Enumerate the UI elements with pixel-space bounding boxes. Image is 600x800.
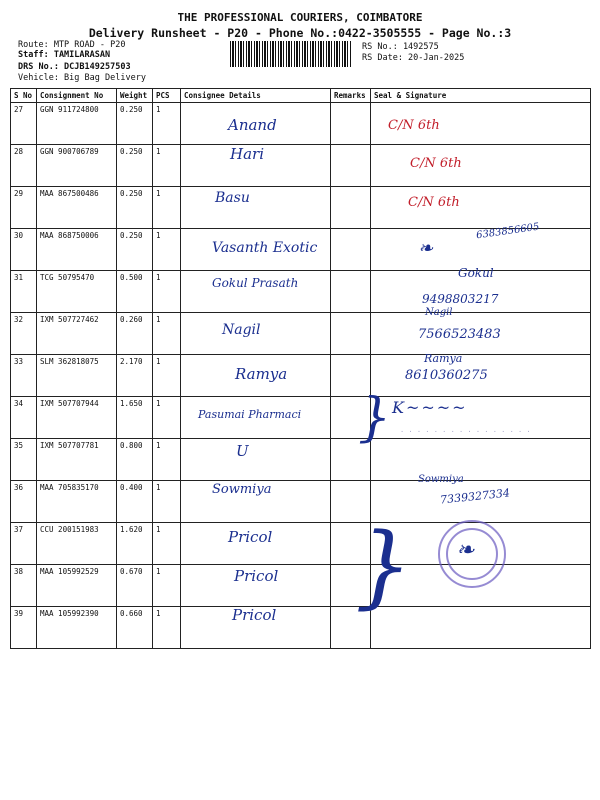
cell-pcs: 1 — [153, 145, 181, 187]
cell-pcs: 1 — [153, 271, 181, 313]
col-header-pcs: PCS — [153, 89, 181, 103]
rs-date: RS Date: 20-Jan-2025 — [362, 53, 465, 63]
signature-mark: ❧ — [456, 538, 475, 563]
cell-remarks — [331, 187, 371, 229]
cell-sno: 36 — [11, 481, 37, 523]
cell-sno: 37 — [11, 523, 37, 565]
cell-sno: 32 — [11, 313, 37, 355]
table-row — [11, 187, 591, 229]
cell-remarks — [331, 103, 371, 145]
handwritten-name: Anand — [228, 116, 277, 134]
cell-consignment: SLM 362818075 — [37, 355, 117, 397]
handwritten-name: Hari — [230, 145, 264, 163]
cell-sno: 34 — [11, 397, 37, 439]
cell-sno: 28 — [11, 145, 37, 187]
cell-consignment: MAA 867500486 — [37, 187, 117, 229]
handwritten-name: Pricol — [228, 528, 273, 546]
staff-text: Staff: TAMILARASAN — [18, 50, 111, 60]
table-header-row — [11, 89, 591, 103]
cell-remarks — [331, 229, 371, 271]
signature-mark: ❧ — [418, 238, 434, 259]
company-title: THE PROFESSIONAL COURIERS, COIMBATORE — [177, 11, 423, 24]
cell-weight: 0.250 — [117, 187, 153, 229]
handwritten-name: Vasanth Exotic — [212, 240, 318, 256]
cell-consignment: CCU 200151983 — [37, 523, 117, 565]
handwritten-name: Nagil — [222, 322, 261, 338]
handwritten-signature: Nagil — [425, 307, 453, 318]
handwritten-name: U — [236, 442, 249, 460]
cell-consignment: MAA 705835170 — [37, 481, 117, 523]
table-row — [11, 145, 591, 187]
col-header-remarks: Remarks — [331, 89, 371, 103]
cell-consignment: GGN 911724800 — [37, 103, 117, 145]
cell-consignment: IXM 507707781 — [37, 439, 117, 481]
cell-pcs: 1 — [153, 481, 181, 523]
cell-consignee — [181, 187, 331, 229]
cell-pcs: 1 — [153, 103, 181, 145]
cell-weight: 0.660 — [117, 607, 153, 649]
bracket-mark: } — [355, 514, 413, 619]
col-header-consignment: Consignment No — [37, 89, 117, 103]
cell-consignment: GGN 900706789 — [37, 145, 117, 187]
cell-weight: 0.500 — [117, 271, 153, 313]
barcode — [230, 41, 352, 67]
route-text: Route: MTP ROAD - P20 — [18, 40, 126, 50]
cell-sno: 39 — [11, 607, 37, 649]
table-row — [11, 607, 591, 649]
cell-signature — [371, 439, 591, 481]
cell-pcs: 1 — [153, 313, 181, 355]
handwritten-phone: 9498803217 — [422, 292, 499, 306]
cell-pcs: 1 — [153, 607, 181, 649]
cell-sno: 35 — [11, 439, 37, 481]
cell-weight: 1.620 — [117, 523, 153, 565]
cell-remarks — [331, 145, 371, 187]
cell-weight: 1.650 — [117, 397, 153, 439]
cell-consignment: MAA 868750006 — [37, 229, 117, 271]
handwritten-name: Gokul Prasath — [212, 276, 299, 290]
cell-consignment: IXM 507727462 — [37, 313, 117, 355]
cell-weight: 0.260 — [117, 313, 153, 355]
cell-weight: 2.170 — [117, 355, 153, 397]
cell-sno: 31 — [11, 271, 37, 313]
handwritten-remark: C/N 6th — [388, 118, 440, 133]
cell-weight: 0.250 — [117, 229, 153, 271]
bracket-mark: } — [358, 388, 392, 448]
signature-mark: K~~~~ — [392, 398, 468, 417]
handwritten-name: Pasumai Pharmaci — [198, 408, 302, 421]
handwritten-phone: 6383856605 — [475, 221, 541, 242]
handwritten-name: Basu — [215, 190, 250, 206]
cell-weight: 0.670 — [117, 565, 153, 607]
cell-consignment: TCG 50795470 — [37, 271, 117, 313]
cell-consignee — [181, 439, 331, 481]
cell-sno: 29 — [11, 187, 37, 229]
cell-weight: 0.250 — [117, 145, 153, 187]
cell-pcs: 1 — [153, 523, 181, 565]
col-header-weight: Weight — [117, 89, 153, 103]
handwritten-signature: Sowmiya — [418, 474, 464, 485]
handwritten-phone: 7566523483 — [418, 327, 501, 342]
cell-pcs: 1 — [153, 439, 181, 481]
rs-number: RS No.: 1492575 — [362, 42, 439, 52]
cell-remarks — [331, 271, 371, 313]
handwritten-name: Pricol — [232, 606, 277, 624]
stamp-text: · · · · · · · · · · · · · · · · — [400, 428, 531, 436]
table-row — [11, 313, 591, 355]
col-header-signature: Seal & Signature — [371, 89, 591, 103]
col-header-consignee: Consignee Details — [181, 89, 331, 103]
cell-signature — [371, 145, 591, 187]
col-header-sno: S No — [11, 89, 37, 103]
cell-sno: 27 — [11, 103, 37, 145]
runsheet-subtitle: Delivery Runsheet - P20 - Phone No.:0422-3505555 - Page No.:3 — [88, 26, 512, 40]
handwritten-name: Ramya — [235, 365, 288, 383]
cell-weight: 0.400 — [117, 481, 153, 523]
handwritten-phone: 8610360275 — [405, 368, 488, 383]
table-row — [11, 271, 591, 313]
handwritten-name: Pricol — [234, 567, 279, 585]
table-row — [11, 103, 591, 145]
cell-consignment: MAA 105992529 — [37, 565, 117, 607]
cell-pcs: 1 — [153, 187, 181, 229]
cell-pcs: 1 — [153, 565, 181, 607]
cell-remarks — [331, 313, 371, 355]
cell-weight: 0.800 — [117, 439, 153, 481]
vehicle-text: Vehicle: Big Bag Delivery — [18, 73, 146, 83]
cell-consignment: IXM 507707944 — [37, 397, 117, 439]
cell-pcs: 1 — [153, 229, 181, 271]
cell-sno: 33 — [11, 355, 37, 397]
cell-pcs: 1 — [153, 355, 181, 397]
cell-pcs: 1 — [153, 397, 181, 439]
cell-consignment: MAA 105992390 — [37, 607, 117, 649]
handwritten-phone: 7339327334 — [439, 486, 511, 507]
cell-sno: 38 — [11, 565, 37, 607]
handwritten-remark: C/N 6th — [408, 195, 460, 210]
handwritten-name: Sowmiya — [212, 482, 272, 497]
table-row — [11, 439, 591, 481]
drs-number: DRS No.: DCJB149257503 — [18, 62, 131, 72]
cell-signature — [371, 187, 591, 229]
handwritten-remark: C/N 6th — [410, 156, 462, 171]
table-row — [11, 565, 591, 607]
handwritten-signature: Gokul — [458, 266, 494, 280]
handwritten-signature: Ramya — [424, 352, 463, 365]
table-row — [11, 355, 591, 397]
cell-weight: 0.250 — [117, 103, 153, 145]
cell-sno: 30 — [11, 229, 37, 271]
